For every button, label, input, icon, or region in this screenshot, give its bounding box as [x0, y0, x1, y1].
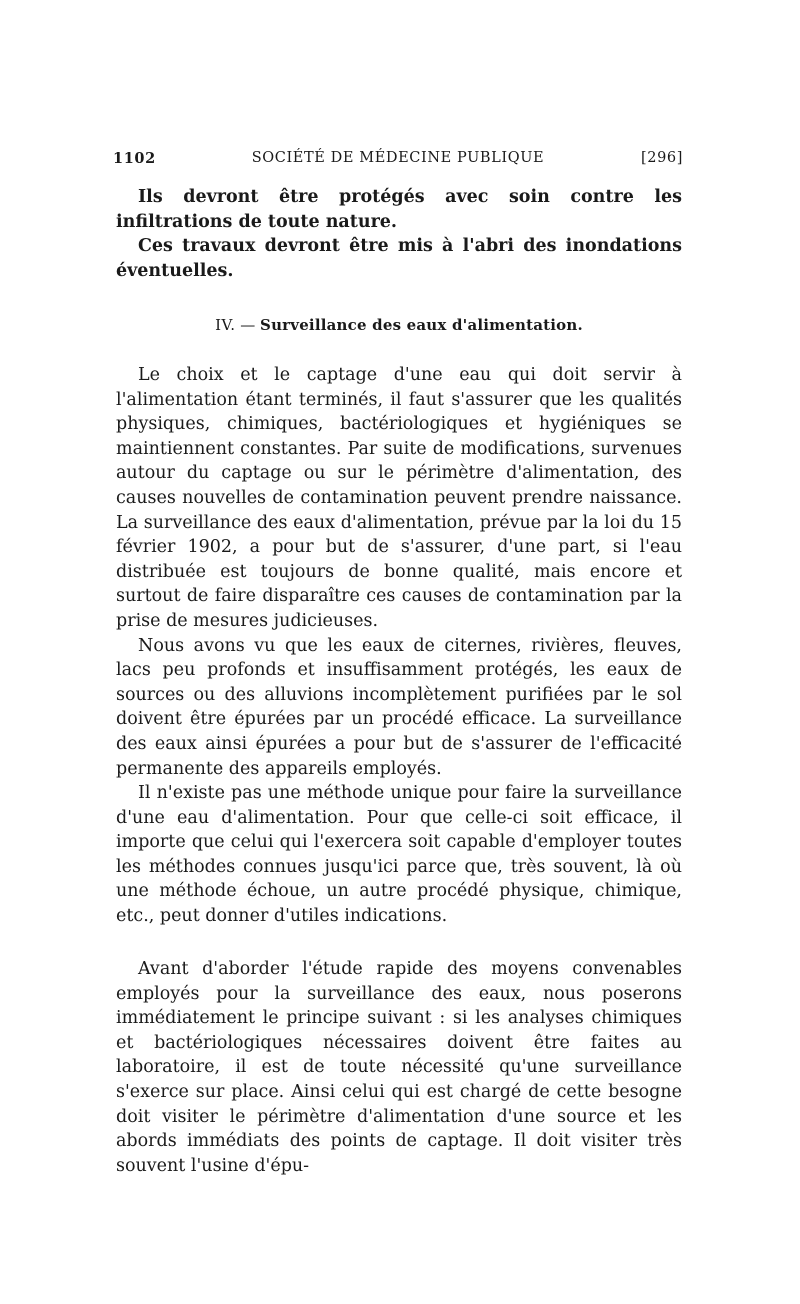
- intro-paragraphs: [116, 185, 682, 283]
- paragraph: Ces travaux devront être mis à l'abri des inondations éventuelles.: [116, 236, 682, 281]
- final-paragraph-block: [116, 957, 682, 1178]
- paragraph: Il n'existe pas une méthode unique pour faire la surveillance d'une eau d'alimentation. Pour que celle-ci soit efficace, il importe que celui qui l'exercera soit capable d'employer toutes les méthodes connues jusqu'ici parce que, très souvent, là où une méthode échoue, un autre procédé physique, chimique, etc., peut donner d'utiles indications.: [116, 783, 682, 927]
- section-dash: —: [240, 316, 256, 334]
- paragraph: Le choix et le captage d'une eau qui doit servir à l'alimentation étant terminés, il faut s'assurer que les qualités physiques, chimiques, bactériologiques et hygiéniques se maintiennent constantes. Par suite de modifications, survenues autour du captage ou sur le périmètre d'alimentation, des causes nouvelles de contamination peuvent prendre naissance. La surveillance des eaux d'alimentation, prévue par la loi du 15 février 1902, a pour but de s'assurer, d'une part, si l'eau distribuée est toujours de bonne qualité, mais encore et surtout de faire disparaître ces causes de contamination par la prise de mesures judicieuses.: [116, 365, 682, 631]
- paragraph: Nous avons vu que les eaux de citernes, rivières, fleuves, lacs peu profonds et insuffisamment protégés, les eaux de sources ou des alluvions incomplètement purifiées par le sol doivent être épurées par un procédé efficace. La surveillance des eaux ainsi épurées a pour but de s'assurer de l'efficacité permanente des appareils employés.: [116, 635, 682, 779]
- running-title: SOCIÉTÉ DE MÉDECINE PUBLIQUE: [251, 150, 545, 166]
- section-number: IV.: [215, 316, 236, 334]
- section-heading: [116, 316, 682, 334]
- page-reference: [296]: [641, 150, 683, 166]
- running-header: [113, 150, 683, 172]
- section-title: Surveillance des eaux d'alimentation.: [260, 316, 583, 334]
- body-paragraphs: [116, 363, 682, 929]
- page-number: 1102: [113, 150, 156, 167]
- paragraph: Ils devront être protégés avec soin contre les infiltrations de toute nature.: [116, 187, 682, 232]
- paragraph: Avant d'aborder l'étude rapide des moyens convenables employés pour la surveillance des eaux, nous poserons immédiatement le principe suivant : si les analyses chimiques et bactériologiques nécessaires doivent être faites au laboratoire, il est de toute nécessité qu'une surveillance s'exerce sur place. Ainsi celui qui est chargé de cette besogne doit visiter le périmètre d'alimentation d'une source et les abords immédiats des points de captage. Il doit visiter très souvent l'usine d'épu-: [116, 959, 682, 1176]
